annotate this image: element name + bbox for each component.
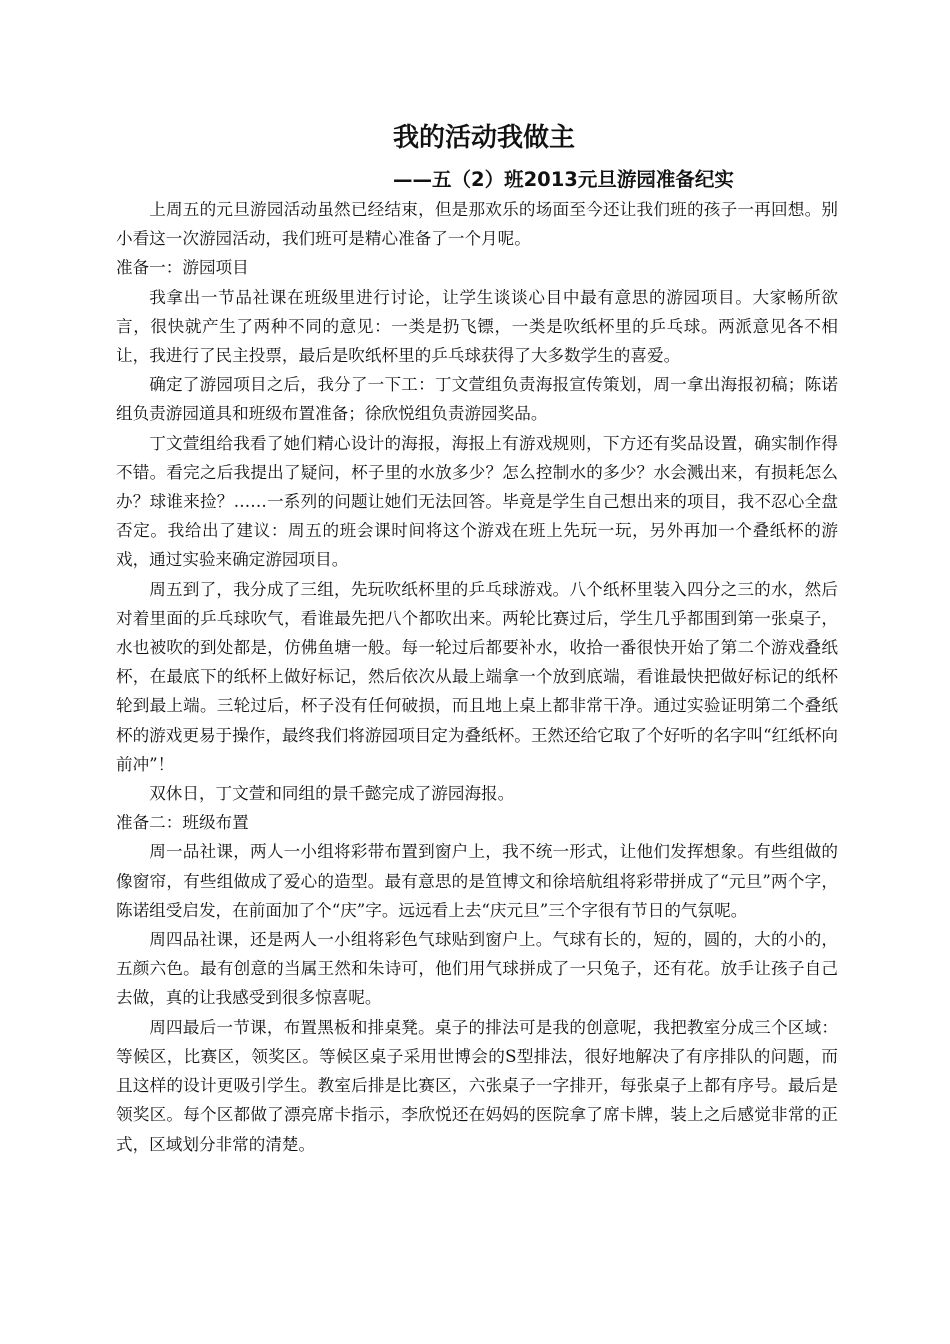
paragraph-balloons: 周四品社课，还是两人一小组将彩色气球贴到窗户上。气球有长的，短的，圆的，大的小的，五颜六色。最有创意的当属王然和朱诗可，他们用气球拼成了一只兔子，还有花。放手让孩子自己去做，真的让我感受到很多惊喜呢。 (116, 930, 838, 1008)
document-body (116, 195, 838, 1159)
section-heading-activity: 准备一：游园项目 (116, 258, 249, 278)
paragraph-desk-layout: 周四最后一节课，布置黑板和排桌凳。桌子的排法可是我的创意呢，我把教室分成三个区域：等候区，比赛区，领奖区。等候区桌子采用世博会的S型排法，很好地解决了有序排队的问题，而且这样的设计更吸引学生。教室后排是比赛区，六张桌子一字排开，每张桌子上都有序号。最后是领奖区。每个区都做了漂亮席卡指示，李欣悦还在妈妈的医院拿了席卡牌，装上之后感觉非常的正式，区域划分非常的清楚。 (116, 1017, 838, 1154)
paragraph-division-of-work: 确定了游园项目之后，我分了一下工：丁文萱组负责海报宣传策划，周一拿出海报初稿；陈诺组负责游园道具和班级布置准备；徐欣悦组负责游园奖品。 (116, 375, 838, 424)
document-title: 我的活动我做主 (392, 123, 575, 153)
paragraph-friday-trial: 周五到了，我分成了三组，先玩吹纸杯里的乒乓球游戏。八个纸杯里装入四分之三的水，然后对着里面的乒乓球吹气，看谁最先把八个都吹出来。两轮比赛过后，学生几乎都围到第一张桌子，水也被吹的到处都是，仿佛鱼塘一般。每一轮过后都要补水，收拾一番很快开始了第二个游戏叠纸杯，在最底下的纸杯上做好标记，然后依次从最上端拿一个放到底端，看谁最快把做好标记的纸杯轮到最上端。三轮过后，杯子没有任何破损，而且地上桌上都非常干净。通过实验证明第二个叠纸杯的游戏更易于操作，最终我们将游园项目定为叠纸杯。王然还给它取了个好听的名字叫“红纸杯向前冲”！ (116, 579, 839, 774)
paragraph-ribbons: 周一品社课，两人一小组将彩带布置到窗户上，我不统一形式，让他们发挥想象。有些组做的像窗帘，有些组做成了爱心的造型。最有意思的是笪博文和徐培航组将彩带拼成了“元旦”两个字，陈诺组受启发，在前面加了个“庆”字。远远看上去“庆元旦”三个字很有节日的气氛呢。 (116, 842, 838, 920)
paragraph-intro: 上周五的元旦游园活动虽然已经结束，但是那欢乐的场面至今还让我们班的孩子一再回想。别小看这一次游园活动，我们班可是精心准备了一个月呢。 (116, 200, 838, 249)
paragraph-discussion: 我拿出一节品社课在班级里进行讨论，让学生谈谈心目中最有意思的游园项目。大家畅所欲言，很快就产生了两种不同的意见：一类是扔飞镖，一类是吹纸杯里的乒乓球。两派意见各不相让，我进行了民主投票，最后是吹纸杯里的乒乓球获得了大多数学生的喜爱。 (116, 287, 838, 366)
section-heading-classroom: 准备二：班级布置 (116, 813, 249, 833)
document-subtitle: ——五（2）班2013元旦游园准备纪实 (393, 168, 734, 191)
paragraph-weekend-poster: 双休日，丁文萱和同组的景千懿完成了游园海报。 (149, 784, 515, 804)
paragraph-poster-review: 丁文萱组给我看了她们精心设计的海报，海报上有游戏规则，下方还有奖品设置，确实制作得不错。看完之后我提出了疑问，杯子里的水放多少？怎么控制水的多少？水会溅出来，有损耗怎么办？球谁来捡？……一系列的问题让她们无法回答。毕竟是学生自己想出来的项目，我不忍心全盘否定。我给出了建议：周五的班会课时间将这个游戏在班上先玩一玩，另外再加一个叠纸杯的游戏，通过实验来确定游园项目。 (116, 433, 838, 570)
